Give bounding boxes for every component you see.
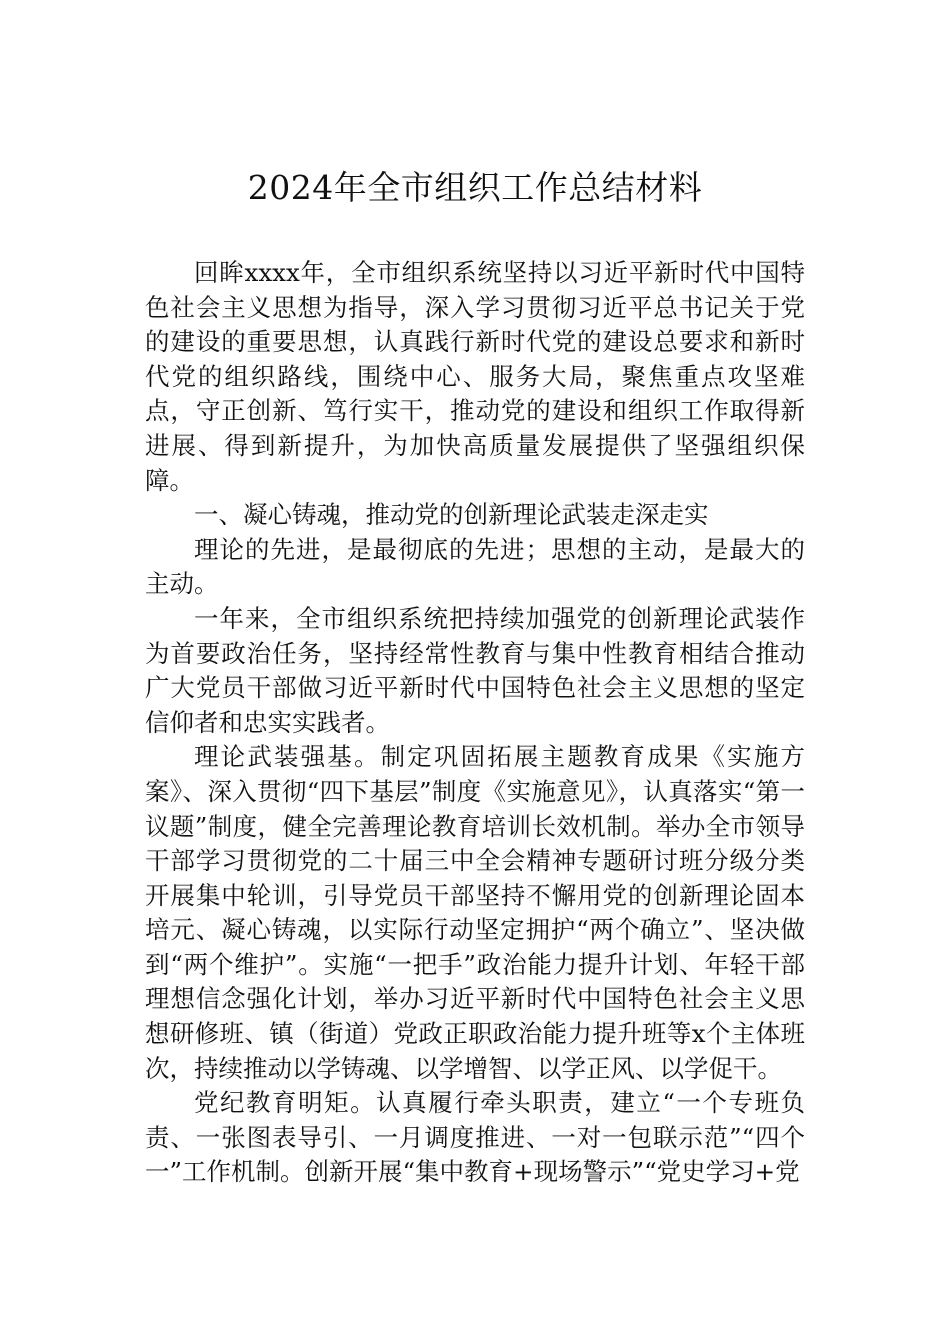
document-body [145, 256, 805, 1190]
document-title: 2024年全市组织工作总结材料 [247, 168, 703, 207]
section-heading-1: 一、凝心铸魂，推动党的创新理论武装走深走实 [194, 500, 709, 530]
body-paragraph: 理论的先进，是最彻底的先进；思想的主动，是最大的主动。 [145, 534, 805, 599]
body-paragraph: 一年来，全市组织系统把持续加强党的创新理论武装作为首要政治任务，坚持经常性教育与集中性教育相结合推动广大党员干部做习近平新时代中国特色社会主义思想的坚定信仰者和忠实实践者。 [145, 603, 805, 737]
intro-paragraph: 回眸xxxx年，全市组织系统坚持以习近平新时代中国特色社会主义思想为指导，深入学习贯彻习近平总书记关于党的建设的重要思想，认真践行新时代党的建设总要求和新时代党的组织路线，围绕中心、服务大局，聚焦重点攻坚难点，守正创新、笃行实干，推动党的建设和组织工作取得新进展、得到新提升，为加快高质量发展提供了坚强组织保障。 [145, 258, 805, 495]
body-paragraph: 党纪教育明矩。认真履行牵头职责，建立“一个专班负责、一张图表导引、一月调度推进、一对一包联示范”“四个一”工作机制。创新开展“集中教育+现场警示”“党史学习+党 [145, 1088, 805, 1187]
body-paragraph: 理论武装强基。制定巩固拓展主题教育成果《实施方案》、深入贯彻“四下基层”制度《实施意见》，认真落实“第一议题”制度，健全完善理论教育培训长效机制。举办全市领导干部学习贯彻党的二十届三中全会精神专题研讨班分级分类开展集中轮训，引导党员干部坚持不懈用党的创新理论固本培元、凝心铸魂，以实际行动坚定拥护“两个确立”、坚决做到“两个维护”。实施“一把手”政治能力提升计划、年轻干部理想信念强化计划，举办习近平新时代中国特色社会主义思想研修班、镇（街道）党政正职政治能力提升班等x个主体班次，持续推动以学铸魂、以学增智、以学正风、以学促干。 [145, 742, 805, 1083]
